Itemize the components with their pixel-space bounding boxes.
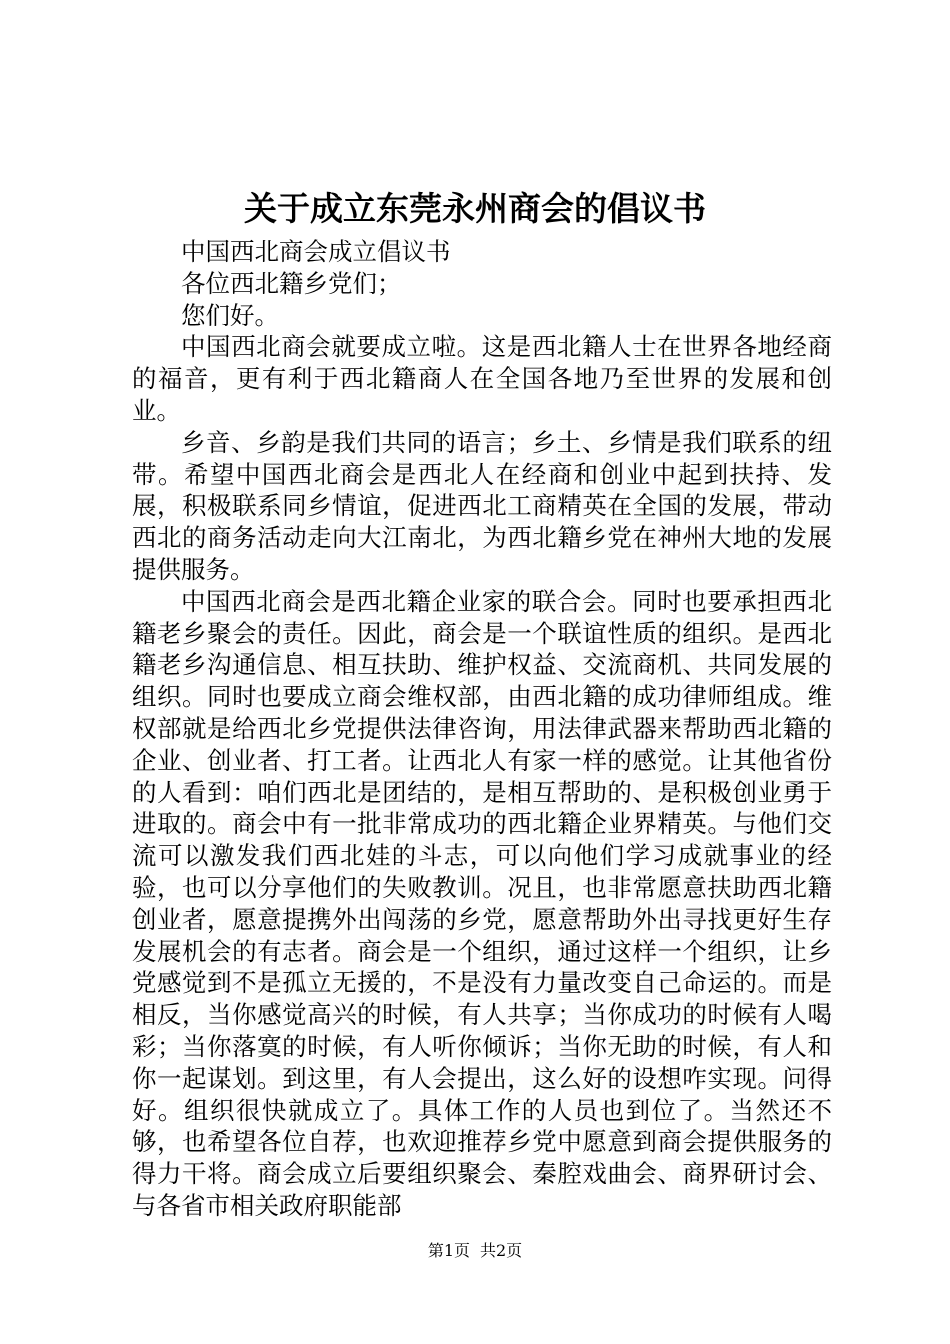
paragraph-intro: 中国西北商会就要成立啦。这是西北籍人士在世界各地经商的福音，更有利于西北籍商人在全国各地乃至世界的发展和创业。 — [132, 332, 832, 425]
paragraph-bond: 乡音、乡韵是我们共同的语言；乡土、乡情是我们联系的纽带。希望中国西北商会是西北人在经商和创业中起到扶持、发展，积极联系同乡情谊，促进西北工商精英在全国的发展，带动西北的商务活动走向大江南北，为西北籍乡党在神州大地的发展提供服务。 — [132, 427, 832, 584]
page-total: 共2页 — [480, 1241, 523, 1260]
paragraph-purpose: 中国西北商会是西北籍企业家的联合会。同时也要承担西北籍老乡聚会的责任。因此，商会是一个联谊性质的组织。是西北籍老乡沟通信息、相互扶助、维护权益、交流商机、共同发展的组织。同时也要成立商会维权部，由西北籍的成功律师组成。维权部就是给西北乡党提供法律咨询，用法律武器来帮助西北籍的企业、创业者、打工者。让西北人有家一样的感觉。让其他省份的人看到：咱们西北是团结的，是相互帮助的、是积极创业勇于进取的。商会中有一批非常成功的西北籍企业界精英。与他们交流可以激发我们西北娃的斗志，可以向他们学习成就事业的经验，也可以分享他们的失败教训。况且，也非常愿意扶助西北籍创业者，愿意提携外出闯荡的乡党，愿意帮助外出寻找更好生存发展机会的有志者。商会是一个组织，通过这样一个组织，让乡党感觉到不是孤立无援的，不是没有力量改变自己命运的。而是相反，当你感觉高兴的时候，有人共享；当你成功的时候有人喝彩；当你落寞的时候，有人听你倾诉；当你无助的时候，有人和你一起谋划。到这里，有人会提出，这么好的设想咋实现。问得好。组织很快就成立了。具体工作的人员也到位了。当然还不够，也希望各位自荐，也欢迎推荐乡党中愿意到商会提供服务的得力干将。商会成立后要组织聚会、秦腔戏曲会、商界研讨会、与各省市相关政府职能部 — [132, 586, 832, 1220]
document-body — [132, 236, 832, 1222]
paragraph-heading: 中国西北商会成立倡议书 — [181, 237, 451, 266]
page-footer — [0, 1240, 950, 1262]
paragraph-salutation: 各位西北籍乡党们； — [181, 268, 402, 298]
paragraph-greeting: 您们好。 — [181, 300, 279, 330]
page-number: 第1页 — [427, 1241, 470, 1260]
document-title: 关于成立东莞永州商会的倡议书 — [244, 189, 706, 228]
